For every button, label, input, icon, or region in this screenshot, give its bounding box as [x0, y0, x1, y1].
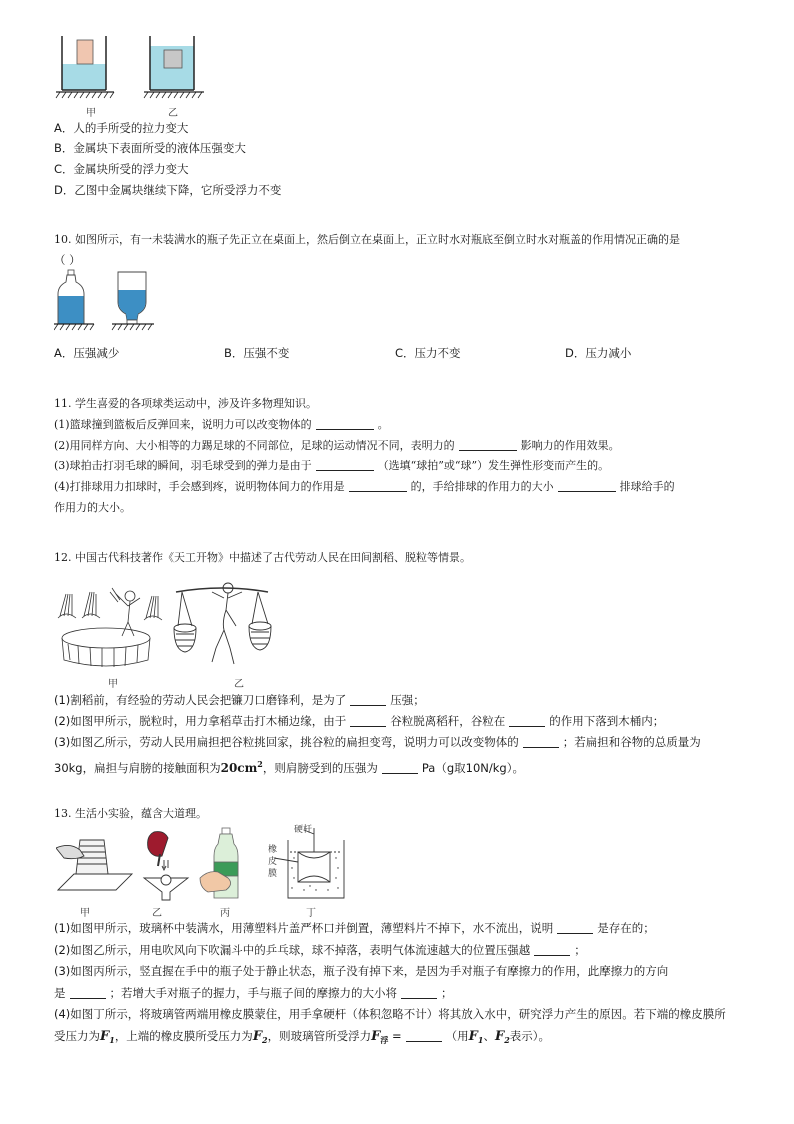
q13-f1-letter: F — [100, 1029, 110, 1044]
q12-part3-tail: ；若扁担和谷物的总质量为 — [562, 735, 701, 749]
q11-part1 — [54, 417, 389, 433]
q10-option-b: B．压强不变 — [224, 346, 290, 360]
q12-part3-text: (3)如图乙所示，劳动人民用扁担把谷粒挑回家，挑谷粒的扁担变弯，说明力可以改变物体的 — [54, 735, 519, 749]
q13-ffu-letter: F — [371, 1029, 381, 1044]
q13-label-membrane-3: 膜 — [268, 869, 278, 879]
q12-part2-text: (2)如图甲所示，脱粒时，用力拿稻草击打木桶边缘，由于 — [54, 714, 347, 728]
q11-part1-text: (1)篮球撞到篮板后反弹回来，说明力可以改变物体的 — [54, 418, 312, 431]
q12-blank-2[interactable] — [350, 714, 386, 727]
q11-part4-cont: 作用力的大小。 — [54, 501, 131, 514]
q11-part4 — [54, 479, 675, 495]
q12-part3-cont — [54, 756, 524, 776]
q13-part2 — [54, 942, 586, 958]
q13-part4-cont-tail: 表示）。 — [509, 1029, 551, 1043]
q13-f2-subscript: 2 — [262, 1035, 268, 1045]
q13-part3-cont-mid: ；若增大手对瓶子的握力，手与瓶子间的摩擦力的大小将 — [109, 986, 397, 1000]
q12-fig-label-yi: 乙 — [234, 679, 244, 690]
q11-part3-text: (3)球拍击打羽毛球的瞬间，羽毛球受到的弹力是由于 — [54, 459, 312, 472]
q12-part3-cont-text: 30kg，扁担与肩膀的接触面积为 — [54, 761, 221, 775]
q13-blank-2[interactable] — [534, 943, 570, 956]
q13-part4-cont — [54, 1028, 550, 1048]
q11-part3-tail: （选填“球拍”或“球”）发生弹性形变而产生的。 — [377, 459, 610, 472]
q12-part2 — [54, 713, 664, 729]
q13-f2-ref-letter: F — [494, 1029, 505, 1044]
q13-part1-text: (1)如图甲所示，玻璃杯中装满水，用薄塑料片盖严杯口并倒置，薄塑料片不掉下，水不流出，说明 — [54, 921, 554, 935]
q11-stem: 11. 学生喜爱的各项球类运动中，涉及许多物理知识。 — [54, 397, 317, 410]
q13-fig-label-ding: 丁 — [306, 908, 316, 919]
q12-blank-1[interactable] — [350, 693, 386, 706]
q13-ffu-subscript: 浮 — [380, 1035, 389, 1045]
q12-part2-tail: 的作用下落到木桶内； — [549, 714, 665, 728]
q13-part2-text: (2)如图乙所示，用电吹风向下吹漏斗中的乒乓球，球不掉落，表明气体流速越大的位置压强越 — [54, 943, 531, 957]
q13-part3-cont-tail: ； — [441, 986, 453, 1000]
q13-part4-cont-paren: （用 — [445, 1029, 469, 1043]
q11-part4-mid: 的，手给排球的作用力的大小 — [410, 480, 554, 493]
q13-label-membrane-1: 橡 — [268, 845, 278, 855]
q13-part4-cont-mid2: ，则玻璃管所受浮力 — [267, 1029, 372, 1043]
q13-part3-cont-text: 是 — [54, 986, 66, 1000]
q11-part4-tail: 排球给手的 — [619, 480, 675, 493]
q11-part1-tail: 。 — [377, 418, 389, 431]
q11-blank-1[interactable] — [316, 417, 374, 430]
q13-f1-subscript: 1 — [109, 1035, 115, 1045]
q13-label-membrane-2: 皮 — [268, 857, 278, 867]
q12-figure-yi — [172, 578, 272, 674]
q12-part1 — [54, 692, 425, 708]
q9-option-a: A．人的手所受的拉力变大 — [54, 121, 189, 135]
q13-f1-ref-letter: F — [468, 1029, 478, 1044]
q13-part4-cont-sep: 、 — [483, 1029, 495, 1043]
q13-symbol-f1 — [100, 1029, 115, 1044]
q11-blank-5[interactable] — [558, 479, 616, 492]
q10-option-c: C．压力不变 — [395, 346, 461, 360]
q10-answer-bracket: （ ） — [54, 253, 81, 267]
q12-blank-5[interactable] — [382, 761, 418, 774]
q12-part3-cont-tail: Pa（g取10N/kg）。 — [421, 761, 524, 775]
q11-blank-2[interactable] — [459, 438, 517, 451]
q13-fig-label-yi: 乙 — [152, 908, 162, 919]
q9-fig-label-yi: 乙 — [168, 108, 178, 119]
q13-f2-ref-subscript: 2 — [504, 1035, 510, 1045]
q11-part3 — [54, 458, 609, 474]
q11-part2-text: (2)用同样方向、大小相等的力踢足球的不同部位，足球的运动情况不同，表明力的 — [54, 439, 455, 452]
q12-part3-cont-mid: ，则肩膀受到的压强为 — [262, 761, 378, 775]
q13-part3-cont — [54, 985, 453, 1001]
q11-part4-text: (4)打排球用力扣球时，手会感到疼，说明物体间力的作用是 — [54, 480, 345, 493]
q13-part4-cont-text: 受压力为 — [54, 1029, 100, 1043]
q13-part3: (3)如图丙所示，竖直握在手中的瓶子处于静止状态，瓶子没有掉下来，是因为手对瓶子有摩擦力的作用，此摩擦力的方向 — [54, 964, 669, 978]
q13-figure-yi — [140, 828, 192, 902]
q13-stem: 13. 生活小实验，蕴含大道理。 — [54, 807, 207, 820]
q13-blank-4[interactable] — [401, 986, 437, 999]
q13-symbol-f1-ref — [469, 1029, 484, 1044]
q13-f2-letter: F — [252, 1029, 263, 1044]
q12-blank-3[interactable] — [509, 714, 545, 727]
q10-figure — [54, 268, 164, 340]
q9-fig-label-jia: 甲 — [86, 108, 96, 119]
q9-figure — [52, 36, 222, 116]
q11-part2 — [54, 438, 620, 454]
q13-part2-tail: ； — [574, 943, 586, 957]
q9-option-c: C．金属块所受的浮力变大 — [54, 162, 189, 176]
q12-part1-tail: 压强； — [390, 693, 425, 707]
q13-figure-jia — [56, 832, 134, 902]
q13-blank-5[interactable] — [406, 1029, 442, 1042]
q12-part3 — [54, 734, 701, 750]
q13-symbol-f2 — [253, 1029, 268, 1044]
q12-figure-jia — [54, 580, 169, 672]
q10-stem: 10. 如图所示，有一未装满水的瓶子先正立在桌面上，然后倒立在桌面上，正立时水对瓶底至倒立时水对瓶盖的作用情况正确的是 — [54, 233, 680, 246]
q12-part2-mid: 谷粒脱离稻秆，谷粒在 — [390, 714, 506, 728]
q12-part1-text: (1)割稻前，有经验的劳动人民会把镰刀口磨锋利，是为了 — [54, 693, 347, 707]
q11-blank-3[interactable] — [316, 458, 374, 471]
q12-area-value — [221, 761, 263, 775]
q13-fig-label-jia: 甲 — [80, 908, 90, 919]
q13-equals: = — [388, 1029, 402, 1043]
q12-area-number: 20cm — [220, 761, 258, 775]
q13-blank-1[interactable] — [557, 921, 593, 934]
q13-figure-bing — [198, 826, 244, 904]
q9-option-d: D．乙图中金属块继续下降，它所受浮力不变 — [54, 183, 282, 197]
q10-option-a: A．压强减少 — [54, 346, 120, 360]
q13-part4: (4)如图丁所示，将玻璃管两端用橡皮膜蒙住，用手拿硬杆（体积忽略不计）将其放入水中，研究浮力产生的原因。若下端的橡皮膜所 — [54, 1007, 726, 1021]
q12-fig-label-jia: 甲 — [108, 679, 118, 690]
q9-option-b: B．金属块下表面所受的液体压强变大 — [54, 141, 246, 155]
q13-blank-3[interactable] — [70, 986, 106, 999]
q12-area-exponent: 2 — [257, 759, 263, 769]
q13-part1-tail: 是存在的； — [597, 921, 655, 935]
q10-option-d: D．压力减小 — [565, 346, 632, 360]
q11-part2-tail: 影响力的作用效果。 — [520, 439, 620, 452]
q13-symbol-f2-ref — [495, 1029, 510, 1044]
q13-f1-ref-subscript: 1 — [477, 1035, 484, 1045]
q12-stem: 12. 中国古代科技著作《天工开物》中描述了古代劳动人民在田间割稻、脱粒等情景。 — [54, 551, 471, 564]
q13-part4-cont-mid: ，上端的橡皮膜所受压力为 — [114, 1029, 253, 1043]
q13-part1 — [54, 920, 655, 936]
q13-fig-label-bing: 丙 — [220, 908, 230, 919]
q13-symbol-ffu — [371, 1029, 388, 1044]
q13-label-hardrod: 硬杆 — [294, 825, 313, 835]
q12-blank-4[interactable] — [523, 735, 559, 748]
q11-blank-4[interactable] — [349, 479, 407, 492]
